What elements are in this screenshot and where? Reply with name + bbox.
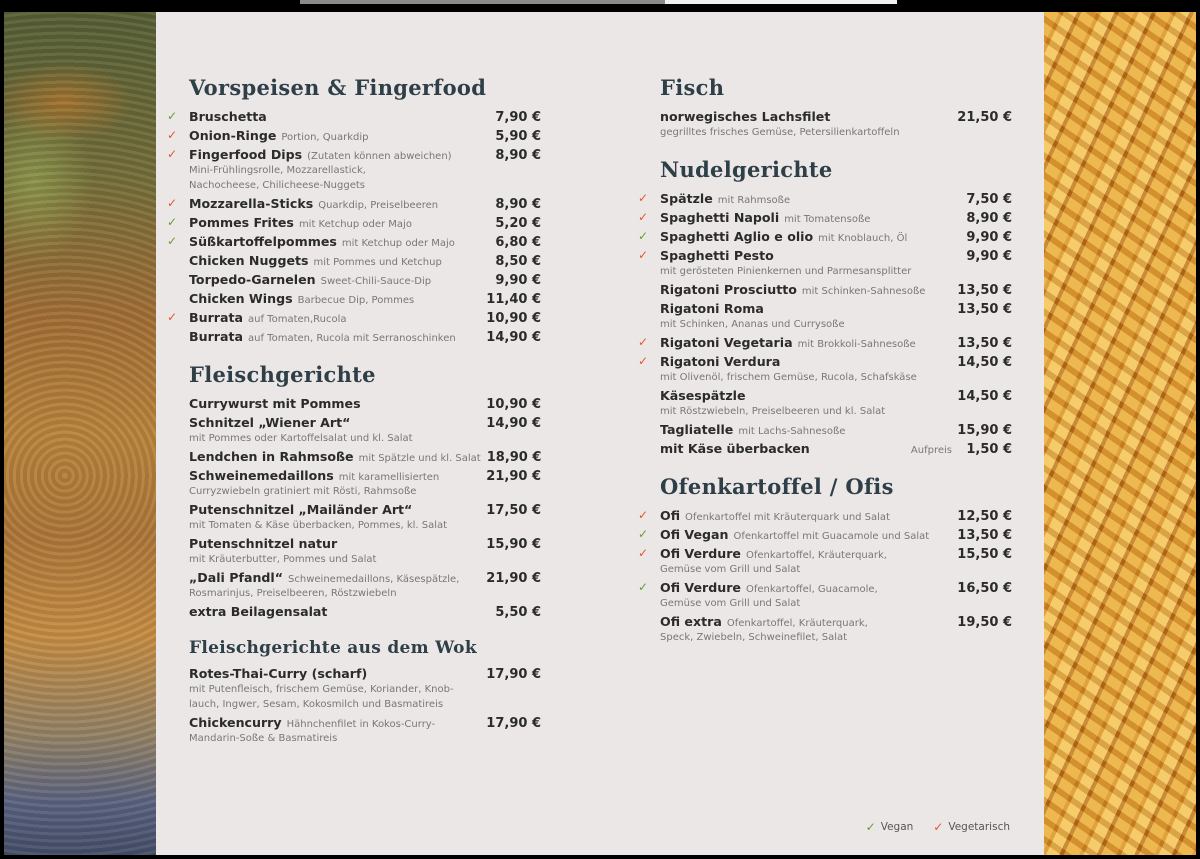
vegan-leaf-icon: ✓ <box>167 109 178 123</box>
vegan-leaf-icon: ✓ <box>638 229 649 243</box>
menu-item: Rotes-Thai-Curry (scharf) 17,90 € mit Putenfleisch, frischem Gemüse, Koriander, Knob- lauch, Ingwer, Sesam, Kokosmilch und Basmatireis <box>189 666 541 710</box>
menu-item: ✓ Burrata auf Tomaten,Rucola 10,90 € <box>167 310 541 326</box>
menu-item: Tagliatelle mit Lachs-Sahnesoße 15,90 € <box>660 422 1012 438</box>
vegetarian-leaf-icon: ✓ <box>638 546 649 560</box>
item-price: 18,90 € <box>486 450 542 465</box>
legend-vegetarian: ✓ Vegetarisch <box>933 820 1010 834</box>
item-price: 14,90 € <box>486 330 541 345</box>
menu-item: Käsespätzle 14,50 € mit Röstzwiebeln, Preiselbeeren und kl. Salat <box>660 388 1012 417</box>
item-price: 21,50 € <box>957 110 1012 125</box>
section-title: Fisch <box>660 75 725 100</box>
item-price: 13,50 € <box>957 302 1012 317</box>
vegan-leaf-icon: ✓ <box>638 580 649 594</box>
vegetarian-leaf-icon: ✓ <box>638 210 649 224</box>
section-title: Fleischgerichte aus dem Wok <box>189 638 477 658</box>
menu-item: ✓ Spätzle mit Rahmsoße 7,50 € <box>638 191 1012 207</box>
section-title: Ofenkartoffel / Ofis <box>660 474 894 499</box>
vegetarian-leaf-icon: ✓ <box>933 820 944 834</box>
item-price: 14,50 € <box>957 355 1012 370</box>
menu-item: Lendchen in Rahmsoße mit Spätzle und kl. Salat 18,90 € <box>189 449 542 465</box>
menu-item: ✓ Spaghetti Napoli mit Tomatensoße 8,90 € <box>638 210 1012 226</box>
vegetarian-leaf-icon: ✓ <box>638 508 649 522</box>
vegetarian-leaf-icon: ✓ <box>638 354 649 368</box>
item-price: 15,90 € <box>957 423 1012 438</box>
menu-item: Chickencurry Hähnchenfilet in Kokos-Curry- 17,90 € Mandarin-Soße & Basmatireis <box>189 715 541 744</box>
diet-legend <box>866 820 1010 834</box>
item-price: 13,50 € <box>957 336 1012 351</box>
item-price: 7,90 € <box>495 110 541 125</box>
vegan-leaf-icon: ✓ <box>167 234 178 248</box>
section-fisch <box>660 74 1012 140</box>
item-price: 5,20 € <box>495 216 541 231</box>
item-price: 15,90 € <box>486 537 541 552</box>
menu-item: ✓ Pommes Frites mit Ketchup oder Majo 5,20 € <box>167 215 541 231</box>
vegetarian-leaf-icon: ✓ <box>167 147 178 161</box>
menu-item: mit Käse überbacken Aufpreis 1,50 € <box>660 441 1012 457</box>
item-price: 7,50 € <box>966 192 1012 207</box>
section-nudelgerichte <box>638 156 1012 457</box>
frame-edge <box>0 855 1200 859</box>
item-price: 14,90 € <box>486 416 541 431</box>
menu-item: ✓ Ofi Ofenkartoffel mit Kräuterquark und Salat 12,50 € <box>638 508 1012 524</box>
vegan-leaf-icon: ✓ <box>865 820 876 834</box>
menu-page <box>156 12 1044 855</box>
menu-item: Putenschnitzel natur 15,90 € mit Kräuterbutter, Pommes und Salat <box>189 536 541 565</box>
section-fleischgerichte <box>189 361 541 620</box>
menu-item: Burrata auf Tomaten, Rucola mit Serranoschinken 14,90 € <box>189 329 541 345</box>
menu-item: ✓ Rigatoni Verdura 14,50 € mit Olivenöl, frischem Gemüse, Rucola, Schafskäse <box>638 354 1012 383</box>
section-title: Vorspeisen & Fingerfood <box>189 75 487 100</box>
menu-item: ✓ Ofi Verdure Ofenkartoffel, Guacamole, 16,50 € Gemüse vom Grill und Salat <box>638 580 1012 609</box>
item-price: 10,90 € <box>486 311 541 326</box>
menu-item: norwegisches Lachsfilet 21,50 € gegrilltes frisches Gemüse, Petersilienkartoffeln <box>660 109 1012 138</box>
menu-item: Torpedo-Garnelen Sweet-Chili-Sauce-Dip 9,90 € <box>189 272 541 288</box>
item-price: 10,90 € <box>486 397 541 412</box>
menu-item: ✓ Ofi Verdure Ofenkartoffel, Kräuterquark, 15,50 € Gemüse vom Grill und Salat <box>638 546 1012 575</box>
vegetarian-leaf-icon: ✓ <box>638 335 649 349</box>
section-wok <box>189 636 541 746</box>
section-title: Nudelgerichte <box>660 157 833 182</box>
menu-item: Putenschnitzel „Mailänder Art“ 17,50 € mit Tomaten & Käse überbacken, Pommes, kl. Salat <box>189 502 541 531</box>
menu-item: Rigatoni Prosciutto mit Schinken-Sahnesoße 13,50 € <box>660 282 1012 298</box>
item-price: 5,50 € <box>495 605 541 620</box>
tagliatelle-photo <box>1044 12 1196 855</box>
vegetarian-leaf-icon: ✓ <box>638 248 649 262</box>
menu-item: ✓ Rigatoni Vegetaria mit Brokkoli-Sahnesoße 13,50 € <box>638 335 1012 351</box>
vegan-leaf-icon: ✓ <box>167 215 178 229</box>
menu-item: Rigatoni Roma 13,50 € mit Schinken, Ananas und Currysoße <box>660 301 1012 330</box>
item-price: 8,90 € <box>495 148 541 163</box>
vegetarian-leaf-icon: ✓ <box>167 128 178 142</box>
item-price: 21,90 € <box>486 571 541 586</box>
item-price: 13,50 € <box>957 528 1012 543</box>
menu-item: ✓ Süßkartoffelpommes mit Ketchup oder Majo 6,80 € <box>167 234 541 250</box>
item-price: 9,90 € <box>966 230 1012 245</box>
item-price: 5,90 € <box>495 129 541 144</box>
item-price: 14,50 € <box>957 389 1012 404</box>
section-title: Fleischgerichte <box>189 362 376 387</box>
item-price: 8,50 € <box>495 254 541 269</box>
menu-item: Chicken Nuggets mit Pommes und Ketchup 8,50 € <box>189 253 541 269</box>
item-price: 19,50 € <box>957 615 1012 630</box>
browser-top-bar <box>0 0 1200 12</box>
horizontal-scrollbar-thumb[interactable] <box>300 0 665 4</box>
menu-item: Chicken Wings Barbecue Dip, Pommes 11,40 € <box>189 291 541 307</box>
section-vorspeisen <box>167 74 541 345</box>
menu-column-left <box>167 74 542 762</box>
vegetarian-leaf-icon: ✓ <box>167 196 178 210</box>
menu-item: ✓ Mozzarella-Sticks Quarkdip, Preiselbeeren 8,90 € <box>167 196 541 212</box>
menu-item: ✓ Ofi Vegan Ofenkartoffel mit Guacamole und Salat 13,50 € <box>638 527 1012 543</box>
frame-edge <box>1196 12 1200 859</box>
item-price: 17,50 € <box>486 503 541 518</box>
menu-column-right <box>638 74 1012 661</box>
schnitzel-photo <box>4 12 156 855</box>
item-price: 9,90 € <box>495 273 541 288</box>
vegetarian-leaf-icon: ✓ <box>167 310 178 324</box>
menu-item: ✓ Bruschetta 7,90 € <box>167 109 541 125</box>
menu-item: Schweinemedaillons mit karamellisierten 21,90 € Curryzwiebeln gratiniert mit Rösti, Rahmsoße <box>189 468 541 497</box>
vegan-leaf-icon: ✓ <box>638 527 649 541</box>
item-price: 15,50 € <box>957 547 1012 562</box>
item-price: 21,90 € <box>486 469 541 484</box>
section-ofenkartoffel <box>638 473 1012 645</box>
item-price: 1,50 € <box>966 442 1012 457</box>
item-price: 12,50 € <box>957 509 1012 524</box>
item-price: 8,90 € <box>966 211 1012 226</box>
item-price: 6,80 € <box>495 235 541 250</box>
item-price: 17,90 € <box>486 667 541 682</box>
item-price: 9,90 € <box>966 249 1012 264</box>
item-price: 16,50 € <box>957 581 1012 596</box>
item-price: 8,90 € <box>495 197 541 212</box>
item-price: 13,50 € <box>957 283 1012 298</box>
item-price: 17,90 € <box>486 716 541 731</box>
vegetarian-leaf-icon: ✓ <box>638 191 649 205</box>
menu-item: ✓ Fingerfood Dips (Zutaten können abweichen) 8,90 € Mini-Frühlingsrolle, Mozzarellastick, Nachocheese, Chilicheese-Nuggets <box>167 147 541 191</box>
legend-vegan: ✓ Vegan <box>865 820 914 834</box>
menu-item: Ofi extra Ofenkartoffel, Kräuterquark, 19,50 € Speck, Zwiebeln, Schweinefilet, Salat <box>660 614 1012 643</box>
menu-item: ✓ Spaghetti Aglio e olio mit Knoblauch, Öl 9,90 € <box>638 229 1012 245</box>
menu-item: Schnitzel „Wiener Art“ 14,90 € mit Pommes oder Kartoffelsalat und kl. Salat <box>189 415 541 444</box>
menu-item: ✓ Onion-Ringe Portion, Quarkdip 5,90 € <box>167 128 541 144</box>
menu-item: „Dali Pfandl“ Schweinemedaillons, Käsespätzle, 21,90 € Rosmarinjus, Preiselbeeren, Röstzwiebeln <box>189 570 541 599</box>
item-price: 11,40 € <box>486 292 541 307</box>
menu-item: extra Beilagensalat 5,50 € <box>189 604 541 620</box>
menu-item: Currywurst mit Pommes 10,90 € <box>189 396 541 412</box>
menu-item: ✓ Spaghetti Pesto 9,90 € mit gerösteten Pinienkernen und Parmesansplitter <box>638 248 1012 277</box>
